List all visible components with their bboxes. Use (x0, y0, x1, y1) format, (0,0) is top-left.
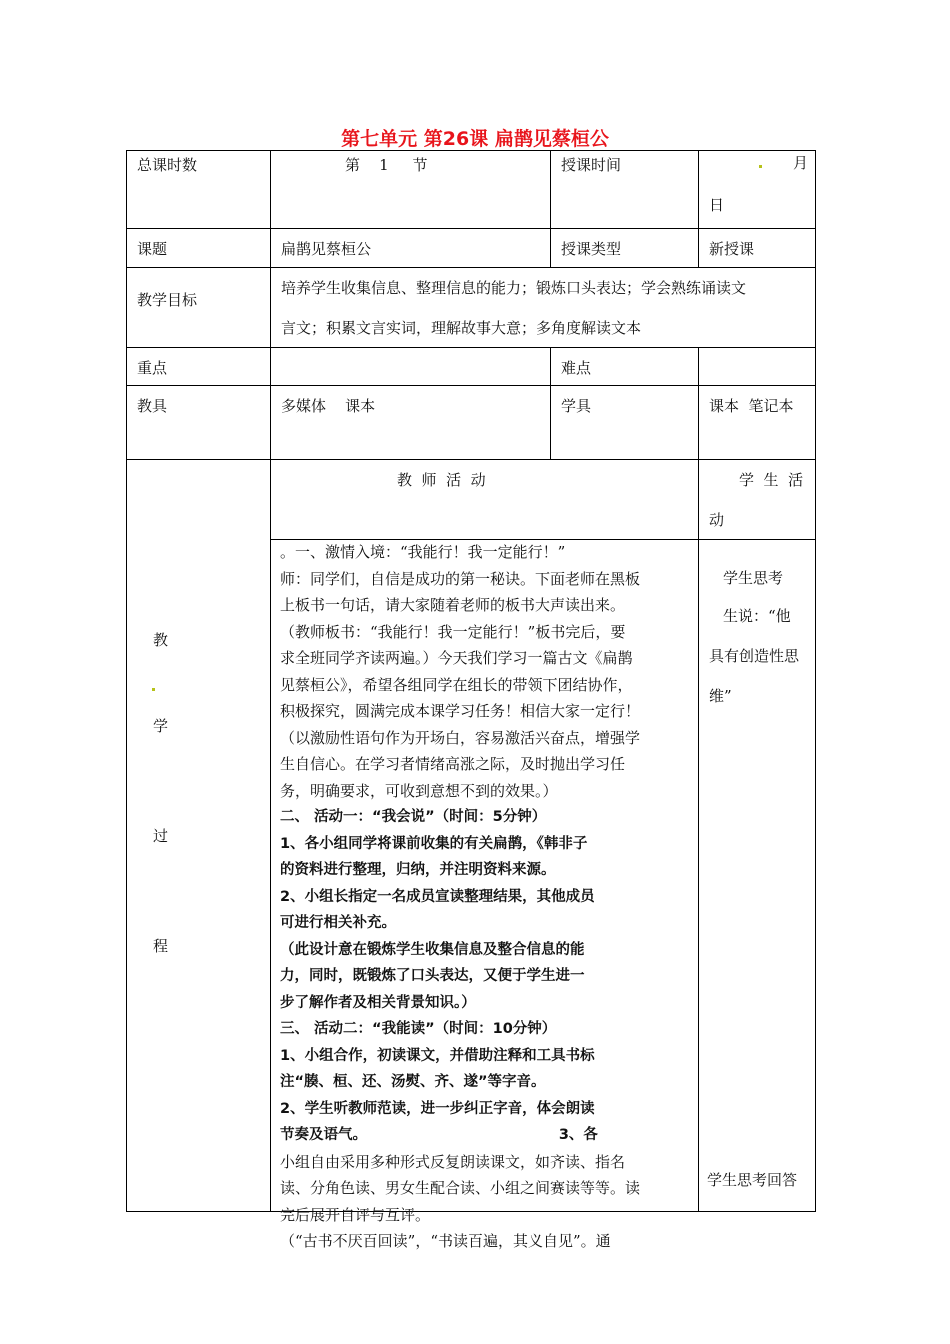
day-text: 日 (709, 196, 725, 214)
student-activity-header-1: 学 生 活 (739, 471, 804, 489)
topic-value-cell (271, 229, 551, 268)
tools-label-cell (127, 386, 271, 460)
section-cell (271, 151, 551, 229)
focus-value-cell (271, 348, 551, 386)
goal-value-cell (271, 268, 815, 348)
lesson-type-label-cell (551, 229, 699, 268)
teacher-line: 1、小组合作，初读课文，并借助注释和工具书标 (280, 1047, 595, 1064)
topic-label-cell (127, 229, 271, 268)
teacher-line: 积极探究，圆满完成本课学习任务！相信大家一定行！ (280, 702, 641, 720)
student-line-3: 具有创造性思 (709, 647, 800, 665)
student-line-1: 学生思考 (723, 569, 784, 587)
teacher-line: （教师板书：“我能行！我一定能行！”板书完后，要 (280, 622, 626, 641)
process-char-1: 教 (153, 631, 169, 649)
lesson-type-value-cell (699, 229, 815, 268)
process-label-cell (127, 460, 271, 1212)
difficulty-label: 难点 (561, 359, 592, 377)
teacher-line: 见蔡桓公》，希望各组同学在组长的带领下团结协作， (280, 675, 633, 694)
teacher-line: 求全班同学齐读两遍。）今天我们学习一篇古文《扁鹊 (280, 649, 633, 667)
difficulty-value-cell (699, 348, 815, 386)
tools-label: 教具 (137, 397, 168, 415)
marker-dot (152, 688, 155, 691)
student-activity-body-cell (699, 540, 815, 1212)
lesson-type-label: 授课类型 (561, 240, 622, 258)
teacher-line: 节奏及语气。 3、各 (280, 1127, 598, 1143)
teacher-line: 二、 活动一：“我会说”（时间：5分钟） (280, 809, 547, 825)
teacher-line: （以激励性语句作为开场白，容易激活兴奋点，增强学 (280, 728, 641, 747)
month-text: 月 (793, 154, 809, 172)
teacher-line: 步了解作者及相关背景知识。） (280, 994, 476, 1011)
process-char-4: 程 (153, 937, 169, 955)
section-number: 第 1 节 (345, 156, 428, 174)
teacher-line: 完后展开自评与互评。 (280, 1205, 431, 1224)
tools-value-cell (271, 386, 551, 460)
teacher-line: 2、小组长指定一名成员宣读整理结果，其他成员 (280, 888, 595, 905)
teacher-line: 师：同学们，自信是成功的第一秘诀。下面老师在黑板 (280, 569, 641, 588)
focus-label: 重点 (137, 359, 168, 377)
teacher-line: 力，同时，既锻炼了口头表达，又便于学生进一 (280, 968, 585, 984)
topic-value: 扁鹊见蔡桓公 (281, 240, 372, 258)
teacher-line: 三、 活动二：“我能读”（时间：10分钟） (280, 1021, 557, 1037)
student-line-2: 生说：“他 (723, 607, 791, 625)
goal-line-2: 言文；积累文言实词，理解故事大意；多角度解读文本 (281, 319, 642, 337)
process-char-3: 过 (153, 827, 169, 845)
teacher-line: 2、学生听教师范读，进一步纠正字音，体会朗读 (280, 1100, 595, 1117)
difficulty-label-cell (551, 348, 699, 386)
student-bottom-note: 学生思考回答 (707, 1171, 798, 1189)
teacher-activity-header-cell (271, 460, 699, 540)
goal-label: 教学目标 (137, 291, 198, 309)
teacher-line: 的资料进行整理，归纳，并注明资料来源。 (280, 862, 556, 878)
total-hours-label-cell (127, 151, 271, 229)
teacher-activity-header: 教 师 活 动 (397, 471, 486, 489)
focus-label-cell (127, 348, 271, 386)
total-hours-label: 总课时数 (137, 156, 198, 174)
teach-time-label-cell (551, 151, 699, 229)
teach-time-label: 授课时间 (561, 156, 622, 174)
marker-dot (759, 165, 762, 168)
teacher-line: 读、分角色读、男女生配合读、小组之间赛读等等。读 (280, 1179, 641, 1197)
teacher-line: 。一、激情入境：“我能行！我一定能行！” (280, 543, 566, 561)
student-line-4: 维” (709, 687, 732, 705)
topic-label: 课题 (137, 240, 168, 258)
process-char-2: 学 (153, 717, 169, 735)
teacher-line: 上板书一句话，请大家随着老师的板书大声读出来。 (280, 596, 626, 614)
student-activity-header-2: 动 (709, 511, 725, 529)
student-tools-value: 课本 笔记本 (709, 397, 794, 415)
student-tools-label: 学具 (561, 397, 592, 415)
student-tools-value-cell (699, 386, 815, 460)
document-title: 第七单元 第26课 扁鹊见蔡桓公 (341, 128, 609, 150)
teacher-line: 生自信心。在学习者情绪高涨之际，及时抛出学习任 (280, 755, 626, 773)
student-activity-header-cell (699, 460, 815, 540)
teacher-activity-text (280, 539, 685, 1255)
lesson-type-value: 新授课 (709, 240, 755, 258)
teacher-line: 注“腠、桓、还、汤熨、齐、遂”等字音。 (280, 1074, 546, 1090)
teacher-line: 小组自由采用多种形式反复朗读课文，如齐读、指名 (280, 1152, 626, 1171)
teach-time-value-cell (699, 151, 815, 229)
teacher-line: 可进行相关补充。 (280, 915, 396, 931)
teacher-line: 务，明确要求，可收到意想不到的效果。） (280, 781, 558, 800)
teacher-line: 1、各小组同学将课前收集的有关扁鹊，《韩非子 (280, 835, 588, 852)
teacher-line: （此设计意在锻炼学生收集信息及整合信息的能 (280, 941, 585, 958)
goal-label-cell (127, 268, 271, 348)
student-tools-label-cell (551, 386, 699, 460)
teacher-line: （“古书不厌百回读”，“书读百遍，其义自见”。通 (280, 1232, 611, 1250)
tools-value: 多媒体 课本 (281, 397, 376, 415)
goal-line-1: 培养学生收集信息、整理信息的能力；锻炼口头表达；学会熟练诵读文 (281, 279, 747, 297)
